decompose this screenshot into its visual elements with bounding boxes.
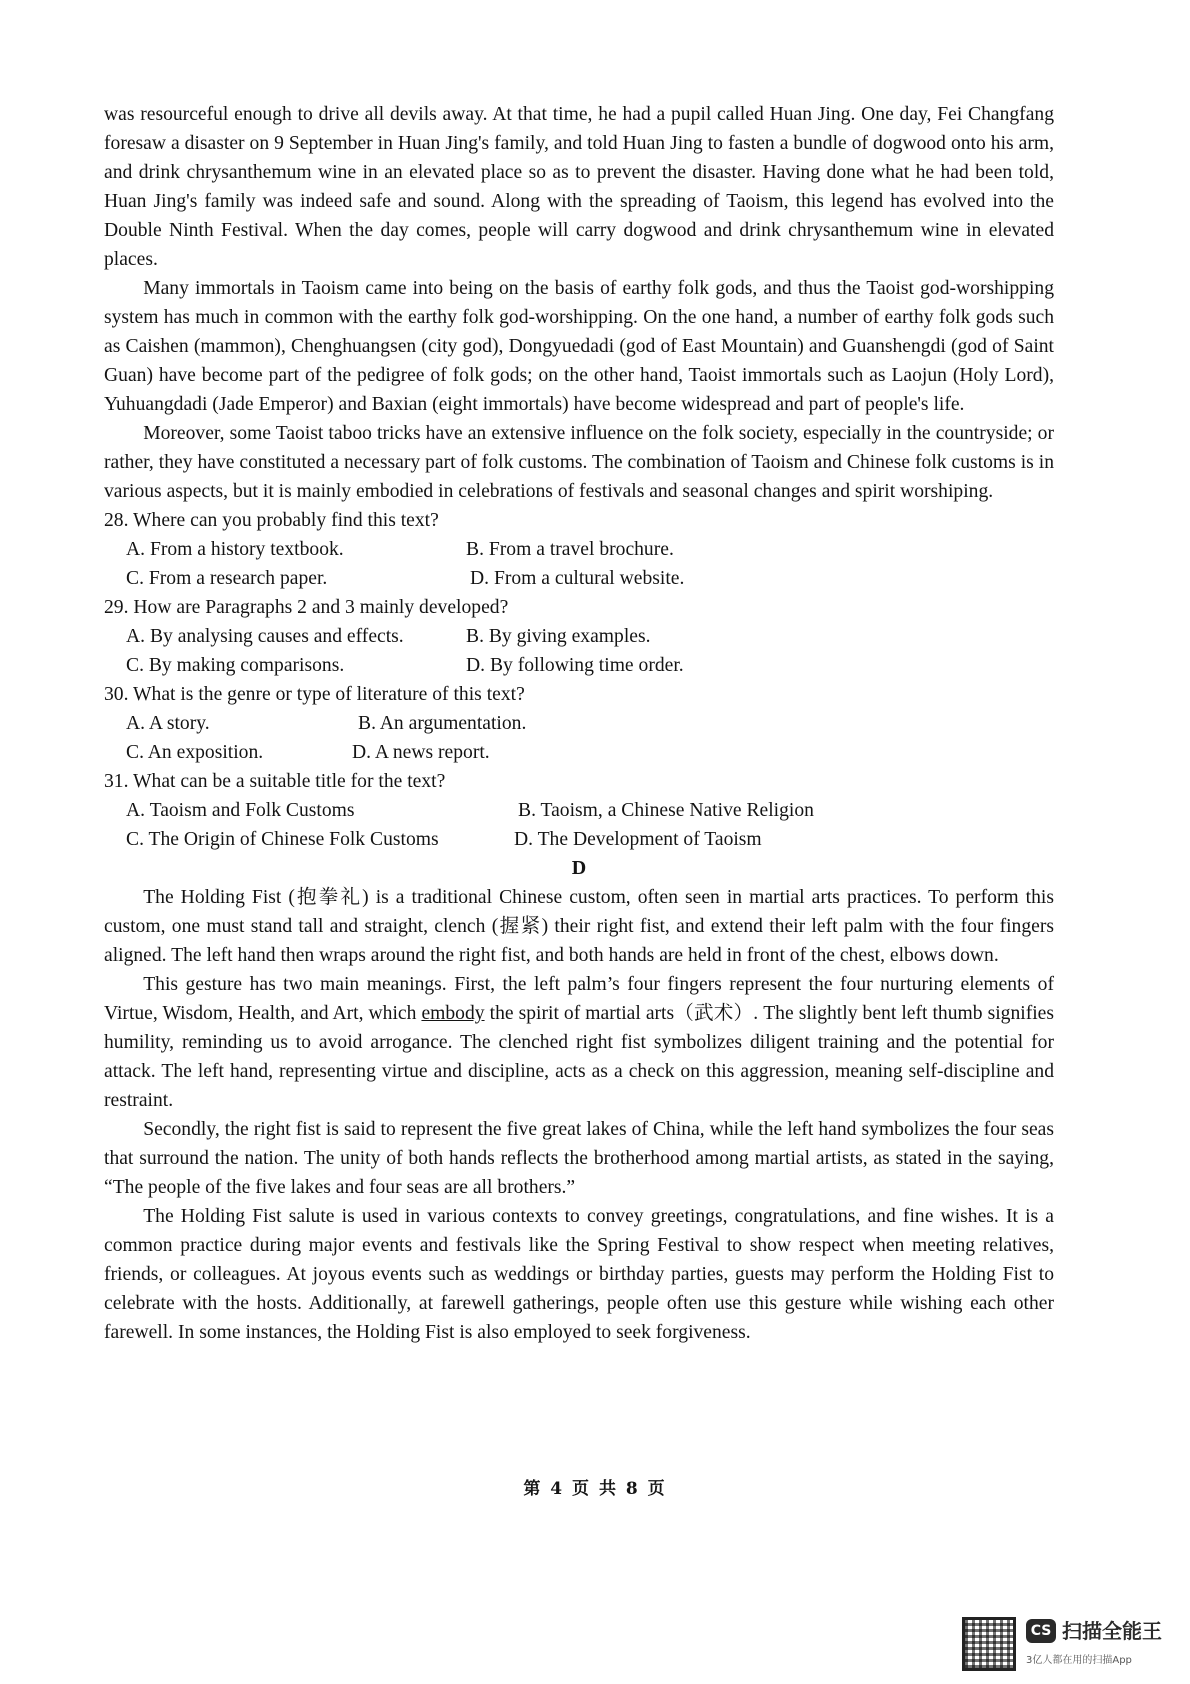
passage-c-paragraph-2: Many immortals in Taoism came into being on the basis of earthy folk gods, and thus the Taoist god-worshipping system has much in common with the earthy folk god-worshipping. On the one hand, a number of earthy folk gods such as Caishen (mammon), Chenghuangsen (city god), Dongyuedadi (god of East Mountain) and Guanshengdi (god of Saint Guan) have become part of the pedigree of folk gods; on the other hand, Taoist immortals such as Laojun (Holy Lord), Yuhuangdadi (Jade Emperor) and Baxian (eight immortals) have become widespread and part of people's life. (104, 278, 1054, 415)
option-c: C. By making comparisons. (126, 655, 345, 676)
option-d: D. From a cultural website. (470, 568, 685, 589)
qr-code-icon (962, 1617, 1016, 1671)
question-stem: 30. What is the genre or type of literature of this text? (104, 684, 525, 705)
page-footer: 第 4 页 共 8 页 (523, 1479, 667, 1499)
option-a: A. Taoism and Folk Customs (126, 800, 355, 821)
passage-d-paragraph-3: Secondly, the right fist is said to represent the five great lakes of China, while the left hand symbolizes the four seas that surround the nation. The unity of both hands reflects the brotherhood among martial artists, as stated in the saying, “The people of the five lakes and four seas are all brothers.” (104, 1119, 1054, 1198)
camscanner-logo-icon: CS (1026, 1619, 1056, 1643)
option-a: A. From a history textbook. (126, 539, 344, 560)
section-heading-d: D (571, 857, 587, 879)
passage-d-paragraph-4: The Holding Fist salute is used in various contexts to convey greetings, congratulations, and fine wishes. It is a common practice during major events and festivals like the Spring Festival to show respect when meeting relatives, friends, or colleagues. At joyous events such as weddings or birthday parties, guests may perform the Holding Fist to celebrate with the hosts. Additionally, at farewell gatherings, people often use this gesture while wishing each other farewell. In some instances, the Holding Fist is also employed to seek forgiveness. (104, 1206, 1054, 1343)
passage-c-paragraph-3: Moreover, some Taoist taboo tricks have an extensive influence on the folk society, especially in the countryside; or rather, they have constituted a necessary part of folk customs. The combination of Taoism and Chinese folk customs is in various aspects, but it is mainly embodied in celebrations of festivals and seasonal changes and spirit worshiping. (104, 423, 1054, 502)
page-content (104, 100, 1054, 1347)
option-b: B. From a travel brochure. (466, 539, 674, 560)
underlined-word: embody (421, 1003, 485, 1024)
option-a: A. A story. (126, 713, 210, 734)
scanner-watermark (962, 1617, 1177, 1677)
paragraph-text: This gesture has two main meanings. First, the left palm’s four fingers represent the four nurturing elements of Virtue, Wisdom, Health, and Art, which (104, 974, 1054, 1024)
passage-d-paragraph-2 (104, 970, 1054, 1115)
option-c: C. The Origin of Chinese Folk Customs (126, 829, 439, 850)
passage-d-paragraph-1: The Holding Fist (抱拳礼) is a traditional Chinese custom, often seen in martial arts practices. To perform this custom, one must stand tall and straight, clench (握紧) their right fist, and extend their left palm with the four fingers aligned. The left hand then wraps around the right fist, and both hands are held in front of the chest, elbows down. (104, 887, 1054, 966)
option-c: C. From a research paper. (126, 568, 328, 589)
question-29 (104, 593, 1054, 680)
option-c: C. An exposition. (126, 742, 264, 763)
option-b: B. By giving examples. (466, 626, 651, 647)
question-28 (104, 506, 1054, 593)
question-stem: 29. How are Paragraphs 2 and 3 mainly developed? (104, 597, 509, 618)
question-31 (104, 767, 1054, 854)
question-stem: 31. What can be a suitable title for the text? (104, 771, 446, 792)
option-b: B. An argumentation. (358, 713, 527, 734)
passage-c-paragraph-1: was resourceful enough to drive all devils away. At that time, he had a pupil called Huan Jing. One day, Fei Changfang foresaw a disaster on 9 September in Huan Jing's family, and told Huan Jing to fasten a bundle of dogwood onto his arm, and drink chrysanthemum wine in an elevated place so as to prevent the disaster. Having done what he had been told, Huan Jing's family was indeed safe and sound. Along with the spreading of Taoism, this legend has evolved into the Double Ninth Festival. When the day comes, people will carry dogwood and drink chrysanthemum wine in elevated places. (104, 104, 1054, 270)
question-30 (104, 680, 1054, 767)
watermark-app-name: 扫描全能王 (1062, 1619, 1162, 1643)
option-d: D. A news report. (352, 742, 490, 763)
option-d: D. By following time order. (466, 655, 684, 676)
watermark-tagline: 3亿人都在用的扫描App (1026, 1655, 1132, 1666)
question-stem: 28. Where can you probably find this text? (104, 510, 439, 531)
option-b: B. Taoism, a Chinese Native Religion (518, 800, 814, 821)
option-d: D. The Development of Taoism (514, 829, 762, 850)
paragraph-text: the spirit of martial arts（武术）. The slightly bent left thumb signifies humility, reminding us to avoid arrogance. The clenched right fist symbolizes diligent training and the potential for attack. The left hand, representing virtue and discipline, acts as a check on this aggression, meaning self-discipline and restraint. (104, 1003, 1054, 1111)
option-a: A. By analysing causes and effects. (126, 626, 404, 647)
